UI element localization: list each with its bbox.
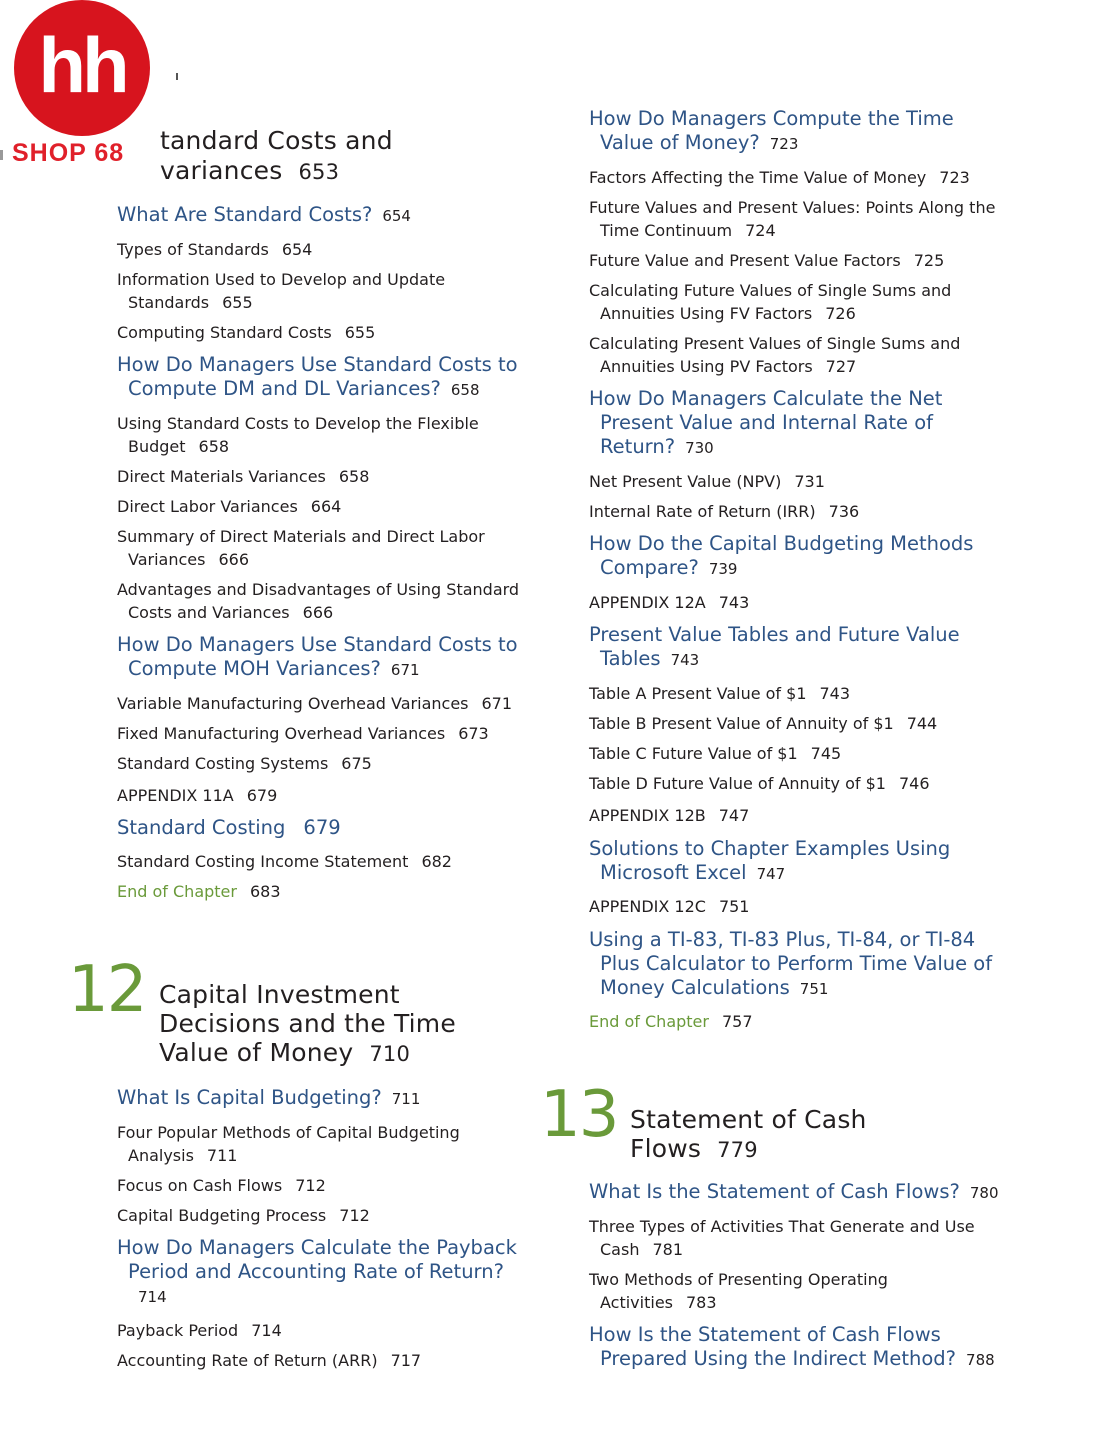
entry-title: Present Value Tables and Future Value Tables <box>589 623 960 670</box>
entry-title: Direct Materials Variances <box>117 467 326 486</box>
entry-page-number: 658 <box>450 381 480 399</box>
entry-title: Factors Affecting the Time Value of Money <box>589 168 927 187</box>
subsection-entry[interactable] <box>589 1215 999 1261</box>
subsection-entry[interactable] <box>117 412 527 458</box>
subsection-entry[interactable] <box>589 196 999 242</box>
chapter-12-number: 12 <box>68 953 146 1027</box>
subsection-entry[interactable] <box>589 500 999 523</box>
section-heading-entry[interactable] <box>589 532 999 581</box>
appendix-entry[interactable] <box>589 895 999 918</box>
subsection-entry[interactable] <box>117 1121 527 1167</box>
edge-mark <box>0 150 3 160</box>
entry-title: Table A Present Value of $1 <box>589 684 807 703</box>
entry-title: Accounting Rate of Return (ARR) <box>117 1351 378 1370</box>
entry-page-number: 723 <box>939 168 970 187</box>
subsection-entry[interactable] <box>589 332 999 378</box>
entry-title: APPENDIX 12A <box>589 593 706 612</box>
subsection-entry[interactable] <box>117 722 527 745</box>
entry-page-number: 780 <box>969 1184 999 1202</box>
end-of-chapter-link[interactable] <box>589 1010 999 1033</box>
entry-title: Standard Costing Income Statement <box>117 852 409 871</box>
chapter-13-page: 779 <box>717 1138 758 1162</box>
entry-title: What Is Capital Budgeting? <box>117 1086 382 1109</box>
entry-title: Using a TI-83, TI-83 Plus, TI-84, or TI-84 Plus Calculator to Perform Time Value of Money Calculations <box>589 928 993 999</box>
chapter-12-page: 710 <box>369 1042 411 1066</box>
entry-title: Calculating Future Values of Single Sums and Annuities Using FV Factors <box>589 281 952 323</box>
entry-title: Standard Costing <box>117 816 286 839</box>
entry-page-number: 683 <box>249 882 281 901</box>
entry-page-number: 730 <box>685 439 714 457</box>
entry-title: How Do Managers Use Standard Costs to Compute MOH Variances? <box>117 633 518 680</box>
entry-title: APPENDIX 12B <box>589 806 706 825</box>
entry-title: Direct Labor Variances <box>117 497 298 516</box>
entry-page-number: 743 <box>819 684 851 703</box>
entry-page-number: 783 <box>686 1293 717 1312</box>
subsection-entry[interactable] <box>117 495 527 518</box>
subsection-entry[interactable] <box>117 692 527 715</box>
chapter-12-toc-left <box>117 1086 527 1379</box>
entry-page-number: 781 <box>652 1240 683 1259</box>
entry-page-number: 682 <box>421 852 452 871</box>
entry-title: Four Popular Methods of Capital Budgeting Analysis <box>117 1123 460 1165</box>
entry-page-number: 725 <box>913 251 945 270</box>
section-heading-entry[interactable] <box>589 928 999 1001</box>
entry-page-number: 658 <box>198 437 230 456</box>
entry-title: APPENDIX 11A <box>117 786 234 805</box>
entry-title: How Do Managers Calculate the Net Present Value and Internal Rate of Return? <box>589 387 943 458</box>
appendix-entry[interactable] <box>589 591 999 614</box>
chapter-13-title <box>630 1105 867 1165</box>
entry-page-number: 666 <box>218 550 249 569</box>
subsection-entry[interactable] <box>589 1268 999 1314</box>
entry-page-number: 751 <box>718 897 750 916</box>
subsection-entry[interactable] <box>589 772 999 795</box>
section-heading-entry[interactable] <box>589 623 999 672</box>
entry-title: How Do the Capital Budgeting Methods Compare? <box>589 532 974 579</box>
entry-title: Computing Standard Costs <box>117 323 332 342</box>
section-heading-entry[interactable] <box>589 1323 999 1372</box>
entry-title: What Are Standard Costs? <box>117 203 373 226</box>
entry-page-number: 654 <box>281 240 313 259</box>
entry-page-number: 673 <box>458 724 489 743</box>
entry-page-number: 757 <box>721 1012 753 1031</box>
chapter-11-title-line2: variances <box>160 156 283 185</box>
section-heading-entry[interactable] <box>589 837 999 886</box>
subsection-entry[interactable] <box>117 1349 527 1372</box>
entry-title: Types of Standards <box>117 240 269 259</box>
chapter-11-title-line1: tandard Costs and <box>160 126 393 155</box>
chapter-13-number: 13 <box>540 1078 618 1152</box>
subsection-entry[interactable] <box>117 752 527 775</box>
entry-title: End of Chapter <box>117 882 237 901</box>
entry-page-number: 711 <box>206 1146 238 1165</box>
subsection-entry[interactable] <box>589 249 999 272</box>
entry-page-number: 712 <box>295 1176 326 1195</box>
section-heading-entry[interactable] <box>117 1236 527 1309</box>
entry-page-number: 671 <box>390 661 420 679</box>
entry-page-number: 747 <box>756 865 786 883</box>
entry-page-number: 736 <box>828 502 860 521</box>
subsection-entry[interactable] <box>117 1319 527 1342</box>
subsection-entry[interactable] <box>589 742 999 765</box>
entry-title: Table B Present Value of Annuity of $1 <box>589 714 894 733</box>
chapter-13-title-line1: Statement of Cash <box>630 1105 867 1134</box>
entry-page-number: 745 <box>810 744 842 763</box>
shop-label: SHOP 68 <box>12 139 125 167</box>
subsection-entry[interactable] <box>117 465 527 488</box>
entry-title: Standard Costing Systems <box>117 754 329 773</box>
entry-title: Future Value and Present Value Factors <box>589 251 901 270</box>
section-heading-entry[interactable] <box>589 107 999 156</box>
subsection-entry[interactable] <box>589 470 999 493</box>
entry-page-number: 679 <box>246 786 278 805</box>
stray-mark <box>176 73 178 80</box>
section-heading-entry[interactable] <box>117 353 527 402</box>
end-of-chapter-link[interactable] <box>117 880 527 903</box>
entry-page-number: 666 <box>302 603 334 622</box>
entry-page-number: 679 <box>303 816 341 839</box>
chapter-13-toc <box>589 1180 999 1379</box>
entry-title: Net Present Value (NPV) <box>589 472 782 491</box>
entry-title: How Do Managers Compute the Time Value of Money? <box>589 107 954 154</box>
entry-title: How Do Managers Use Standard Costs to Compute DM and DL Variances? <box>117 353 518 400</box>
chapter-12-title-line3: Value of Money <box>159 1038 354 1067</box>
entry-page-number: 712 <box>339 1206 370 1225</box>
chapter-12-title-line1: Capital Investment <box>159 980 400 1009</box>
entry-page-number: 747 <box>718 806 750 825</box>
subsection-entry[interactable] <box>589 166 999 189</box>
appendix-entry[interactable] <box>117 784 527 807</box>
entry-title: Three Types of Activities That Generate and Use Cash <box>589 1217 975 1259</box>
subsection-entry[interactable] <box>117 525 527 571</box>
entry-title: Capital Budgeting Process <box>117 1206 327 1225</box>
chapter-11-title <box>160 126 393 187</box>
entry-title: Variable Manufacturing Overhead Variances <box>117 694 469 713</box>
appendix-entry[interactable] <box>589 804 999 827</box>
entry-page-number: 724 <box>745 221 776 240</box>
chapter-12-title-line2: Decisions and the Time <box>159 1009 456 1038</box>
entry-title: Future Values and Present Values: Points Along the Time Continuum <box>589 198 996 240</box>
entry-title: Summary of Direct Materials and Direct Labor Variances <box>117 527 485 569</box>
entry-title: Focus on Cash Flows <box>117 1176 283 1195</box>
entry-title: Using Standard Costs to Develop the Flexible Budget <box>117 414 479 456</box>
subsection-entry[interactable] <box>589 682 999 705</box>
section-heading-entry[interactable] <box>589 1180 999 1205</box>
entry-page-number: 714 <box>138 1288 167 1306</box>
subsection-entry[interactable] <box>117 578 527 624</box>
chapter-12-title <box>159 980 456 1069</box>
entry-title: Calculating Present Values of Single Sums and Annuities Using PV Factors <box>589 334 961 376</box>
entry-page-number: 658 <box>338 467 370 486</box>
entry-page-number: 751 <box>799 980 829 998</box>
subsection-entry[interactable] <box>117 1174 527 1197</box>
entry-page-number: 726 <box>825 304 856 323</box>
chapter-11-page: 653 <box>298 160 340 184</box>
entry-title: Payback Period <box>117 1321 239 1340</box>
subsection-entry[interactable] <box>117 238 527 261</box>
shop-logo <box>14 0 150 136</box>
subsection-entry[interactable] <box>117 1204 527 1227</box>
subsection-entry[interactable] <box>117 321 527 344</box>
entry-page-number: 675 <box>341 754 372 773</box>
section-heading-entry[interactable] <box>589 387 999 460</box>
entry-page-number: 717 <box>390 1351 422 1370</box>
entry-title: How Is the Statement of Cash Flows Prepared Using the Indirect Method? <box>589 1323 957 1370</box>
entry-page-number: 731 <box>794 472 825 491</box>
entry-title: APPENDIX 12C <box>589 897 706 916</box>
entry-page-number: 743 <box>670 651 700 669</box>
entry-page-number: 714 <box>251 1321 282 1340</box>
entry-page-number: 746 <box>898 774 930 793</box>
subsection-entry[interactable] <box>589 279 999 325</box>
entry-page-number: 788 <box>966 1351 995 1369</box>
entry-page-number: 723 <box>769 135 799 153</box>
entry-page-number: 664 <box>310 497 342 516</box>
entry-title: How Do Managers Calculate the Payback Period and Accounting Rate of Return? <box>117 1236 517 1283</box>
entry-title: Two Methods of Presenting Operating Activities <box>589 1270 888 1312</box>
entry-page-number: 671 <box>481 694 513 713</box>
entry-page-number: 655 <box>222 293 253 312</box>
entry-page-number: 727 <box>825 357 857 376</box>
entry-title: Fixed Manufacturing Overhead Variances <box>117 724 446 743</box>
entry-title: Internal Rate of Return (IRR) <box>589 502 816 521</box>
entry-title: What Is the Statement of Cash Flows? <box>589 1180 960 1203</box>
chapter-13-title-line2: Flows <box>630 1134 702 1163</box>
subsection-entry[interactable] <box>117 268 527 314</box>
logo-text: hh <box>38 21 126 109</box>
entry-page-number: 711 <box>391 1090 421 1108</box>
section-heading-entry[interactable] <box>117 203 527 228</box>
entry-page-number: 744 <box>906 714 938 733</box>
entry-page-number: 739 <box>708 560 738 578</box>
chapter-11-toc <box>117 203 527 910</box>
section-heading-entry[interactable] <box>117 633 527 682</box>
subsection-entry[interactable] <box>117 850 527 873</box>
chapter-12-toc-right <box>589 107 999 1040</box>
entry-title: Information Used to Develop and Update Standards <box>117 270 446 312</box>
entry-title: Table C Future Value of $1 <box>589 744 798 763</box>
entry-page-number: 655 <box>344 323 376 342</box>
subsection-entry[interactable] <box>589 712 999 735</box>
entry-title: Table D Future Value of Annuity of $1 <box>589 774 886 793</box>
section-heading-entry[interactable] <box>117 816 527 840</box>
entry-title: Advantages and Disadvantages of Using Standard Costs and Variances <box>117 580 520 622</box>
entry-page-number: 743 <box>718 593 750 612</box>
section-heading-entry[interactable] <box>117 1086 527 1111</box>
entry-page-number: 654 <box>382 207 411 225</box>
entry-title: End of Chapter <box>589 1012 709 1031</box>
entry-title: Solutions to Chapter Examples Using Microsoft Excel <box>589 837 951 884</box>
